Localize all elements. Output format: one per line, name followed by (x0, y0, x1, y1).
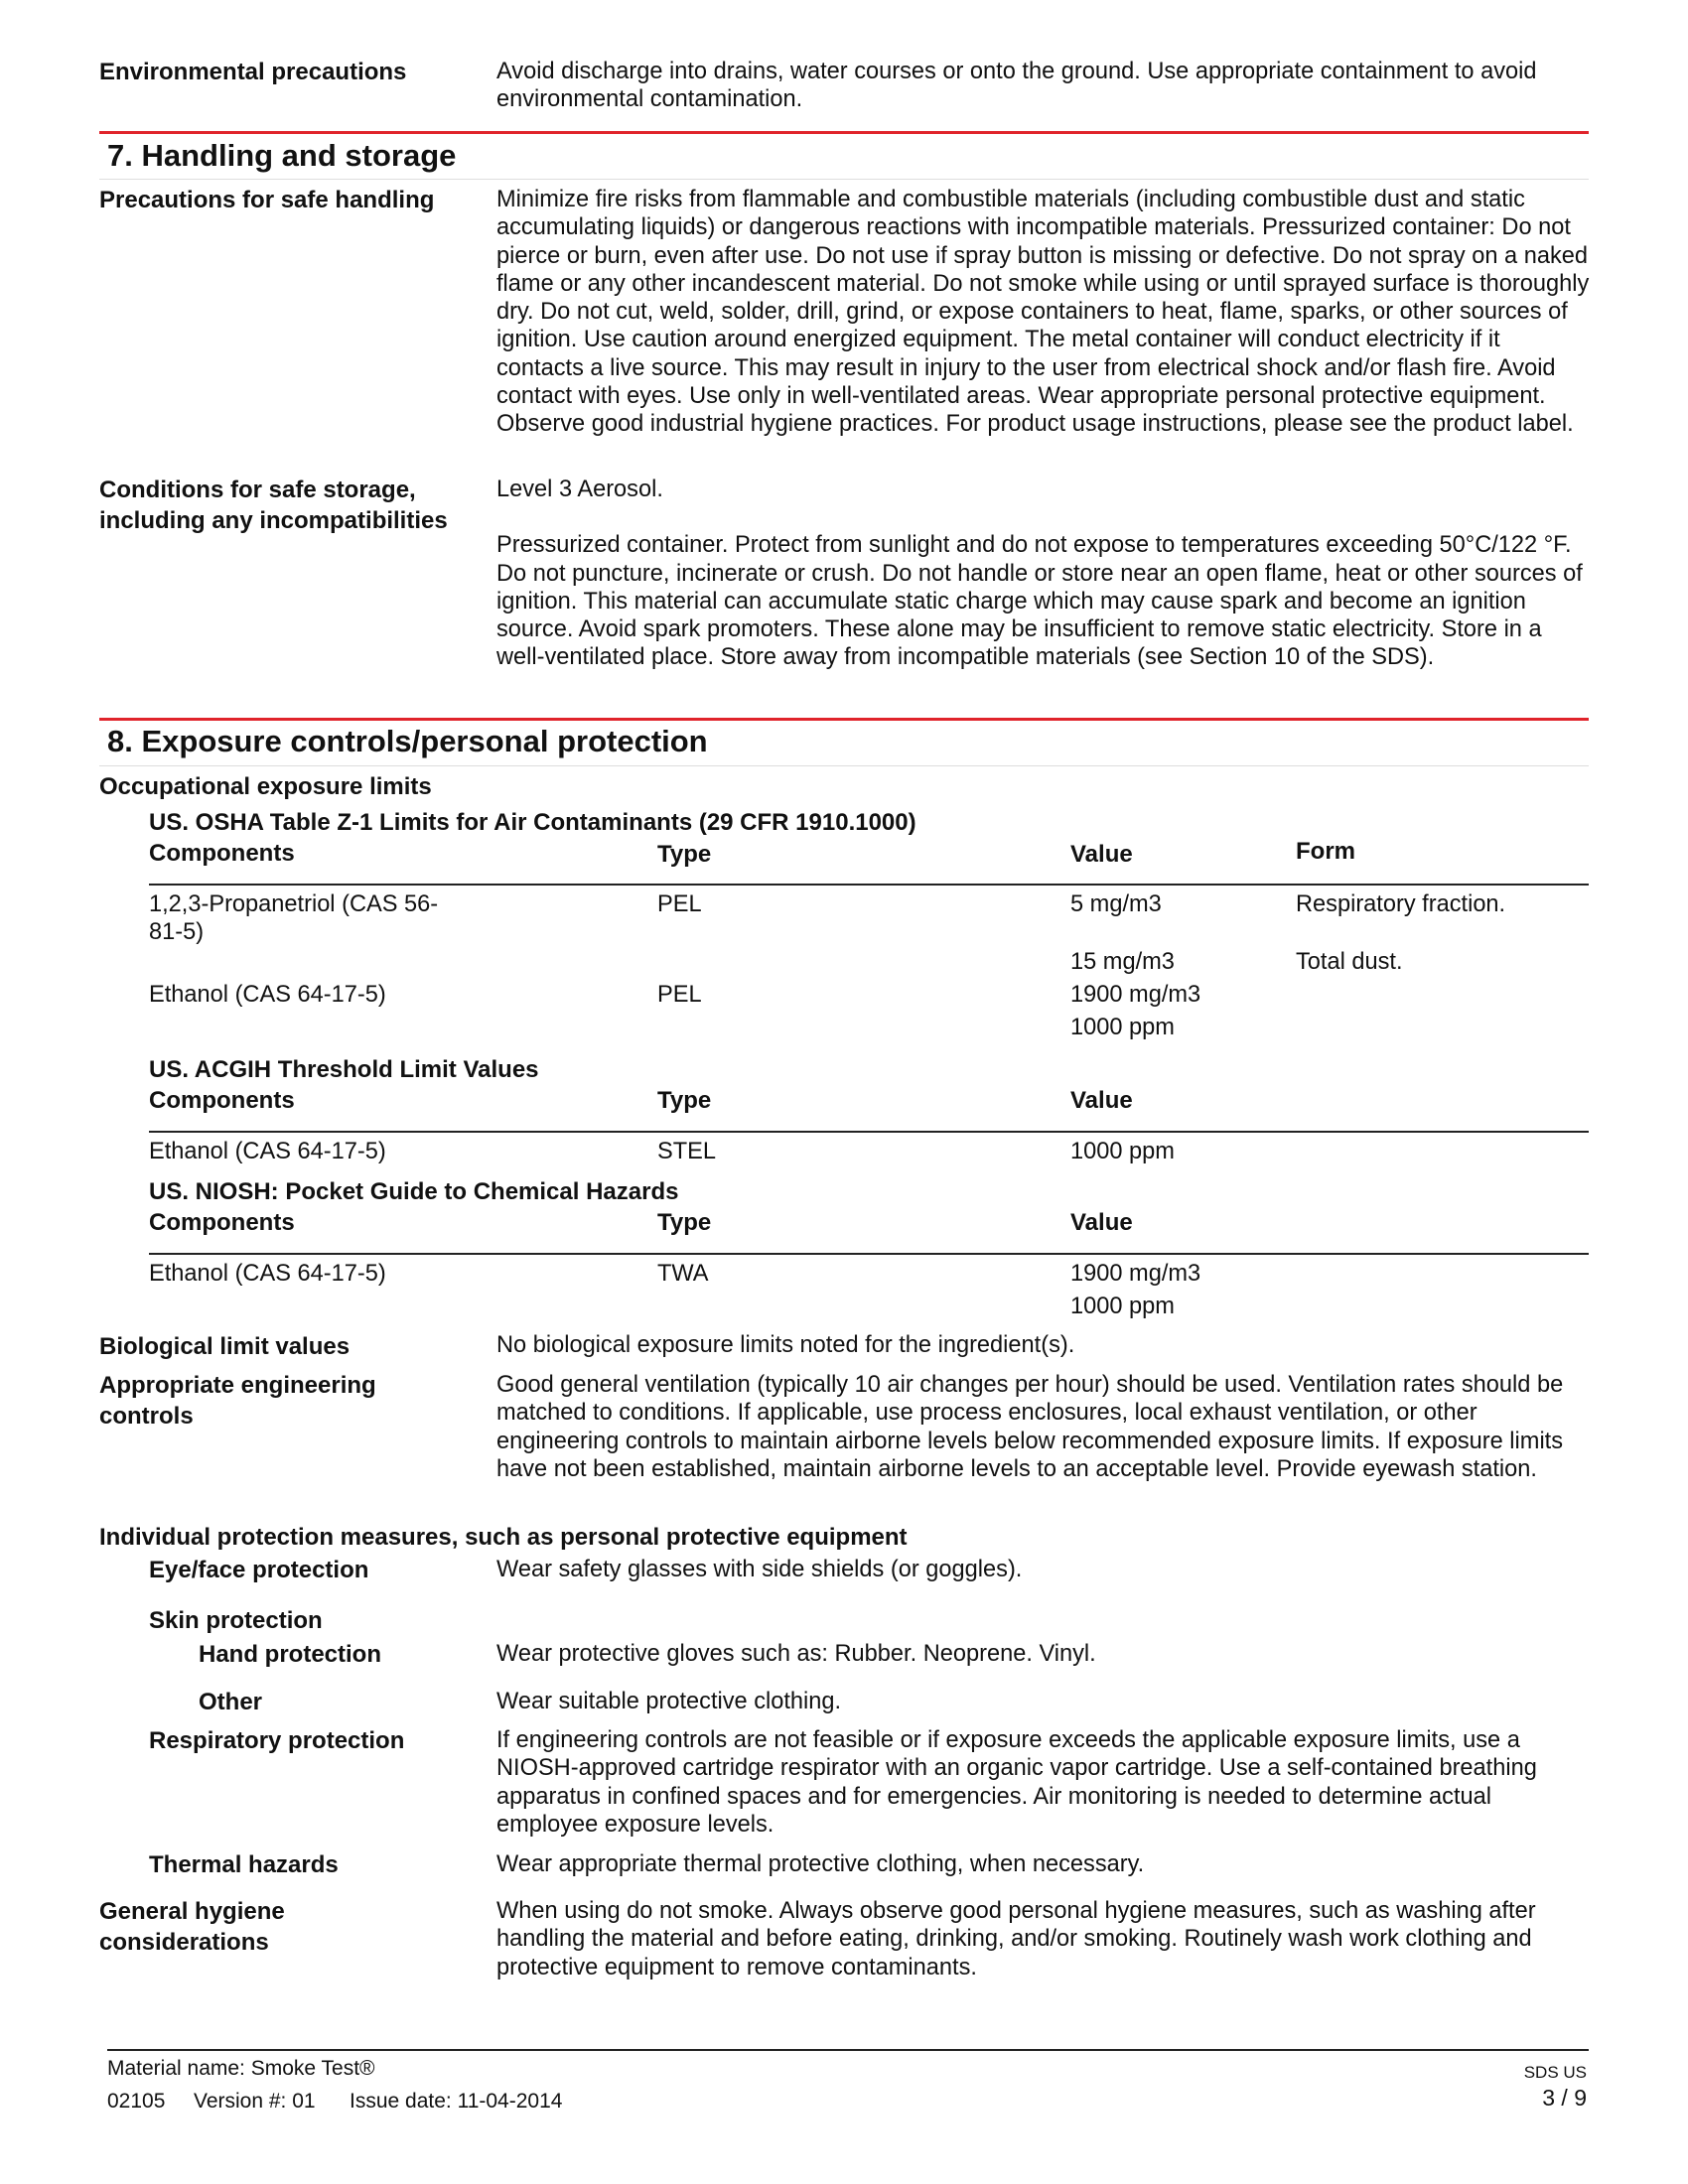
niosh-row1-type: TWA (657, 1261, 709, 1287)
footer-product-code: 02105 (107, 2090, 166, 2113)
bio-label: Biological limit values (99, 1333, 351, 1360)
osha-row2-form: Total dust. (1296, 949, 1403, 975)
niosh-row1-value: 1900 mg/m3 (1070, 1261, 1201, 1287)
skin-label: Skin protection (149, 1607, 323, 1634)
resp-label: Respiratory protection (149, 1727, 405, 1754)
env-text: Avoid discharge into drains, water courses or onto the ground. Use appropriate containment to avoid environmental contamination. (496, 59, 1537, 113)
footer-material-name: Material name: Smoke Test® (107, 2057, 375, 2080)
osha-row2-value: 15 mg/m3 (1070, 949, 1175, 975)
eye-text: Wear safety glasses with side shields (or goggles). (496, 1557, 1023, 1582)
acgih-table-title: US. ACGIH Threshold Limit Values (149, 1056, 539, 1083)
osha-header-components: Components (149, 840, 295, 867)
oel-heading: Occupational exposure limits (99, 773, 432, 800)
eng-text: Good general ventilation (typically 10 air changes per hour) should be used. Ventilation rates should be matched to conditions. If applicable, use process enclosures, local exhaust ventilation, or other engineering controls to maintain airborne levels below recommended exposure limits. If exposure limits have not been established, maintain airborne levels to an acceptable level. Provide eyewash station. (496, 1372, 1564, 1482)
acgih-header-components: Components (149, 1087, 295, 1114)
osha-table-title: US. OSHA Table Z-1 Limits for Air Contaminants (29 CFR 1910.1000) (149, 809, 916, 836)
handling-label: Precautions for safe handling (99, 187, 435, 213)
osha-row1-type: PEL (657, 891, 702, 917)
acgih-row1-type: STEL (657, 1139, 717, 1164)
niosh-row2-value: 1000 ppm (1070, 1294, 1175, 1319)
env-label: Environmental precautions (99, 59, 407, 85)
footer-version: Version #: 01 (194, 2090, 316, 2113)
section7-underline (99, 179, 1589, 180)
footer-rule (107, 2049, 1589, 2051)
osha-row1-value: 5 mg/m3 (1070, 891, 1162, 917)
footer-sds-us: SDS US (1523, 2063, 1587, 2082)
other-text: Wear suitable protective clothing. (496, 1689, 842, 1714)
osha-row3-value: 1900 mg/m3 (1070, 982, 1201, 1008)
eng-label: Appropriate engineering controls (99, 1372, 376, 1430)
storage-label: Conditions for safe storage, including any incompatibilities (99, 477, 448, 534)
section7-title: 7. Handling and storage (107, 138, 457, 173)
acgih-row1-component: Ethanol (CAS 64-17-5) (149, 1139, 386, 1164)
sds-page (99, 0, 1589, 2184)
section8-title: 8. Exposure controls/personal protection (107, 724, 708, 758)
thermal-text: Wear appropriate thermal protective clothing, when necessary. (496, 1851, 1145, 1877)
niosh-header-rule (149, 1253, 1589, 1255)
acgih-header-type: Type (657, 1087, 712, 1114)
section7-rule (99, 131, 1589, 134)
footer-page-number: 3 / 9 (1542, 2085, 1587, 2111)
resp-text: If engineering controls are not feasible or if exposure exceeds the applicable exposure limits, use a NIOSH-approved cartridge respirator with an organic vapor cartridge. Use a self-contained breathing apparatus in confined spaces and for emergencies. Air monitoring is needed to determine actual employee exposure levels. (496, 1727, 1537, 1838)
niosh-row1-component: Ethanol (CAS 64-17-5) (149, 1261, 386, 1287)
ppe-heading: Individual protection measures, such as personal protective equipment (99, 1524, 908, 1551)
osha-row3-component: Ethanol (CAS 64-17-5) (149, 982, 386, 1008)
niosh-header-value: Value (1070, 1209, 1133, 1236)
bio-text: No biological exposure limits noted for the ingredient(s). (496, 1332, 1075, 1358)
hygiene-text: When using do not smoke. Always observe good personal hygiene measures, such as washing after handling the material and before eating, drinking, and/or smoking. Routinely wash work clothing and protective equipment to remove contaminants. (496, 1898, 1536, 1980)
storage-text-p1: Level 3 Aerosol. (496, 477, 663, 502)
handling-text: Minimize fire risks from flammable and combustible materials (including combustible dust and static accumulating liquids) or dangerous reactions with incompatible materials. Pressurized container: Do not pierce or burn, even after use. Do not use if spray button is missing or defective. Do not spray on a naked flame or any other incandescent material. Do not smoke while using or until sprayed surface is thoroughly dry. Do not cut, weld, solder, drill, grind, or expose containers to heat, flame, sparks, or other sources of ignition. Use caution around energized equipment. The metal container will conduct electricity if it contacts a live source. This may result in injury to the user from electrical shock and/or flash fire. Avoid contact with eyes. Use only in well-ventilated areas. Wear appropriate personal protective equipment. Observe good industrial hygiene practices. For product usage instructions, please see the product label. (496, 187, 1590, 438)
hygiene-label: General hygiene considerations (99, 1898, 285, 1956)
hand-text: Wear protective gloves such as: Rubber. Neoprene. Vinyl. (496, 1641, 1096, 1667)
niosh-header-components: Components (149, 1209, 295, 1236)
osha-header-value: Value (1070, 841, 1133, 868)
hand-label: Hand protection (199, 1641, 381, 1668)
osha-row4-value: 1000 ppm (1070, 1015, 1175, 1040)
storage-text (496, 476, 1594, 672)
niosh-header-type: Type (657, 1209, 712, 1236)
section8-underline (99, 765, 1589, 766)
osha-header-rule (149, 884, 1589, 886)
acgih-header-value: Value (1070, 1087, 1133, 1114)
niosh-table-title: US. NIOSH: Pocket Guide to Chemical Hazards (149, 1178, 679, 1205)
acgih-header-rule (149, 1131, 1589, 1133)
section8-rule (99, 718, 1589, 721)
osha-header-type: Type (657, 841, 712, 868)
acgih-row1-value: 1000 ppm (1070, 1139, 1175, 1164)
thermal-label: Thermal hazards (149, 1851, 339, 1878)
osha-row3-type: PEL (657, 982, 702, 1008)
other-label: Other (199, 1689, 263, 1715)
osha-header-form: Form (1296, 838, 1355, 865)
footer-issue-date: Issue date: 11-04-2014 (350, 2090, 563, 2113)
storage-text-p2: Pressurized container. Protect from sunlight and do not expose to temperatures exceeding 50°C/122 °F. Do not puncture, incinerate or crush. Do not handle or store near an open flame, heat or other sources of ignition. This material can accumulate static charge which may cause spark and become an ignition source. Avoid spark promoters. These alone may be insufficient to remove static electricity. Store in a well-ventilated place. Store away from incompatible materials (see Section 10 of the SDS). (496, 532, 1583, 671)
osha-row1-form: Respiratory fraction. (1296, 891, 1506, 917)
osha-row1-component: 1,2,3-Propanetriol (CAS 56-81-5) (149, 891, 439, 946)
eye-label: Eye/face protection (149, 1557, 369, 1583)
